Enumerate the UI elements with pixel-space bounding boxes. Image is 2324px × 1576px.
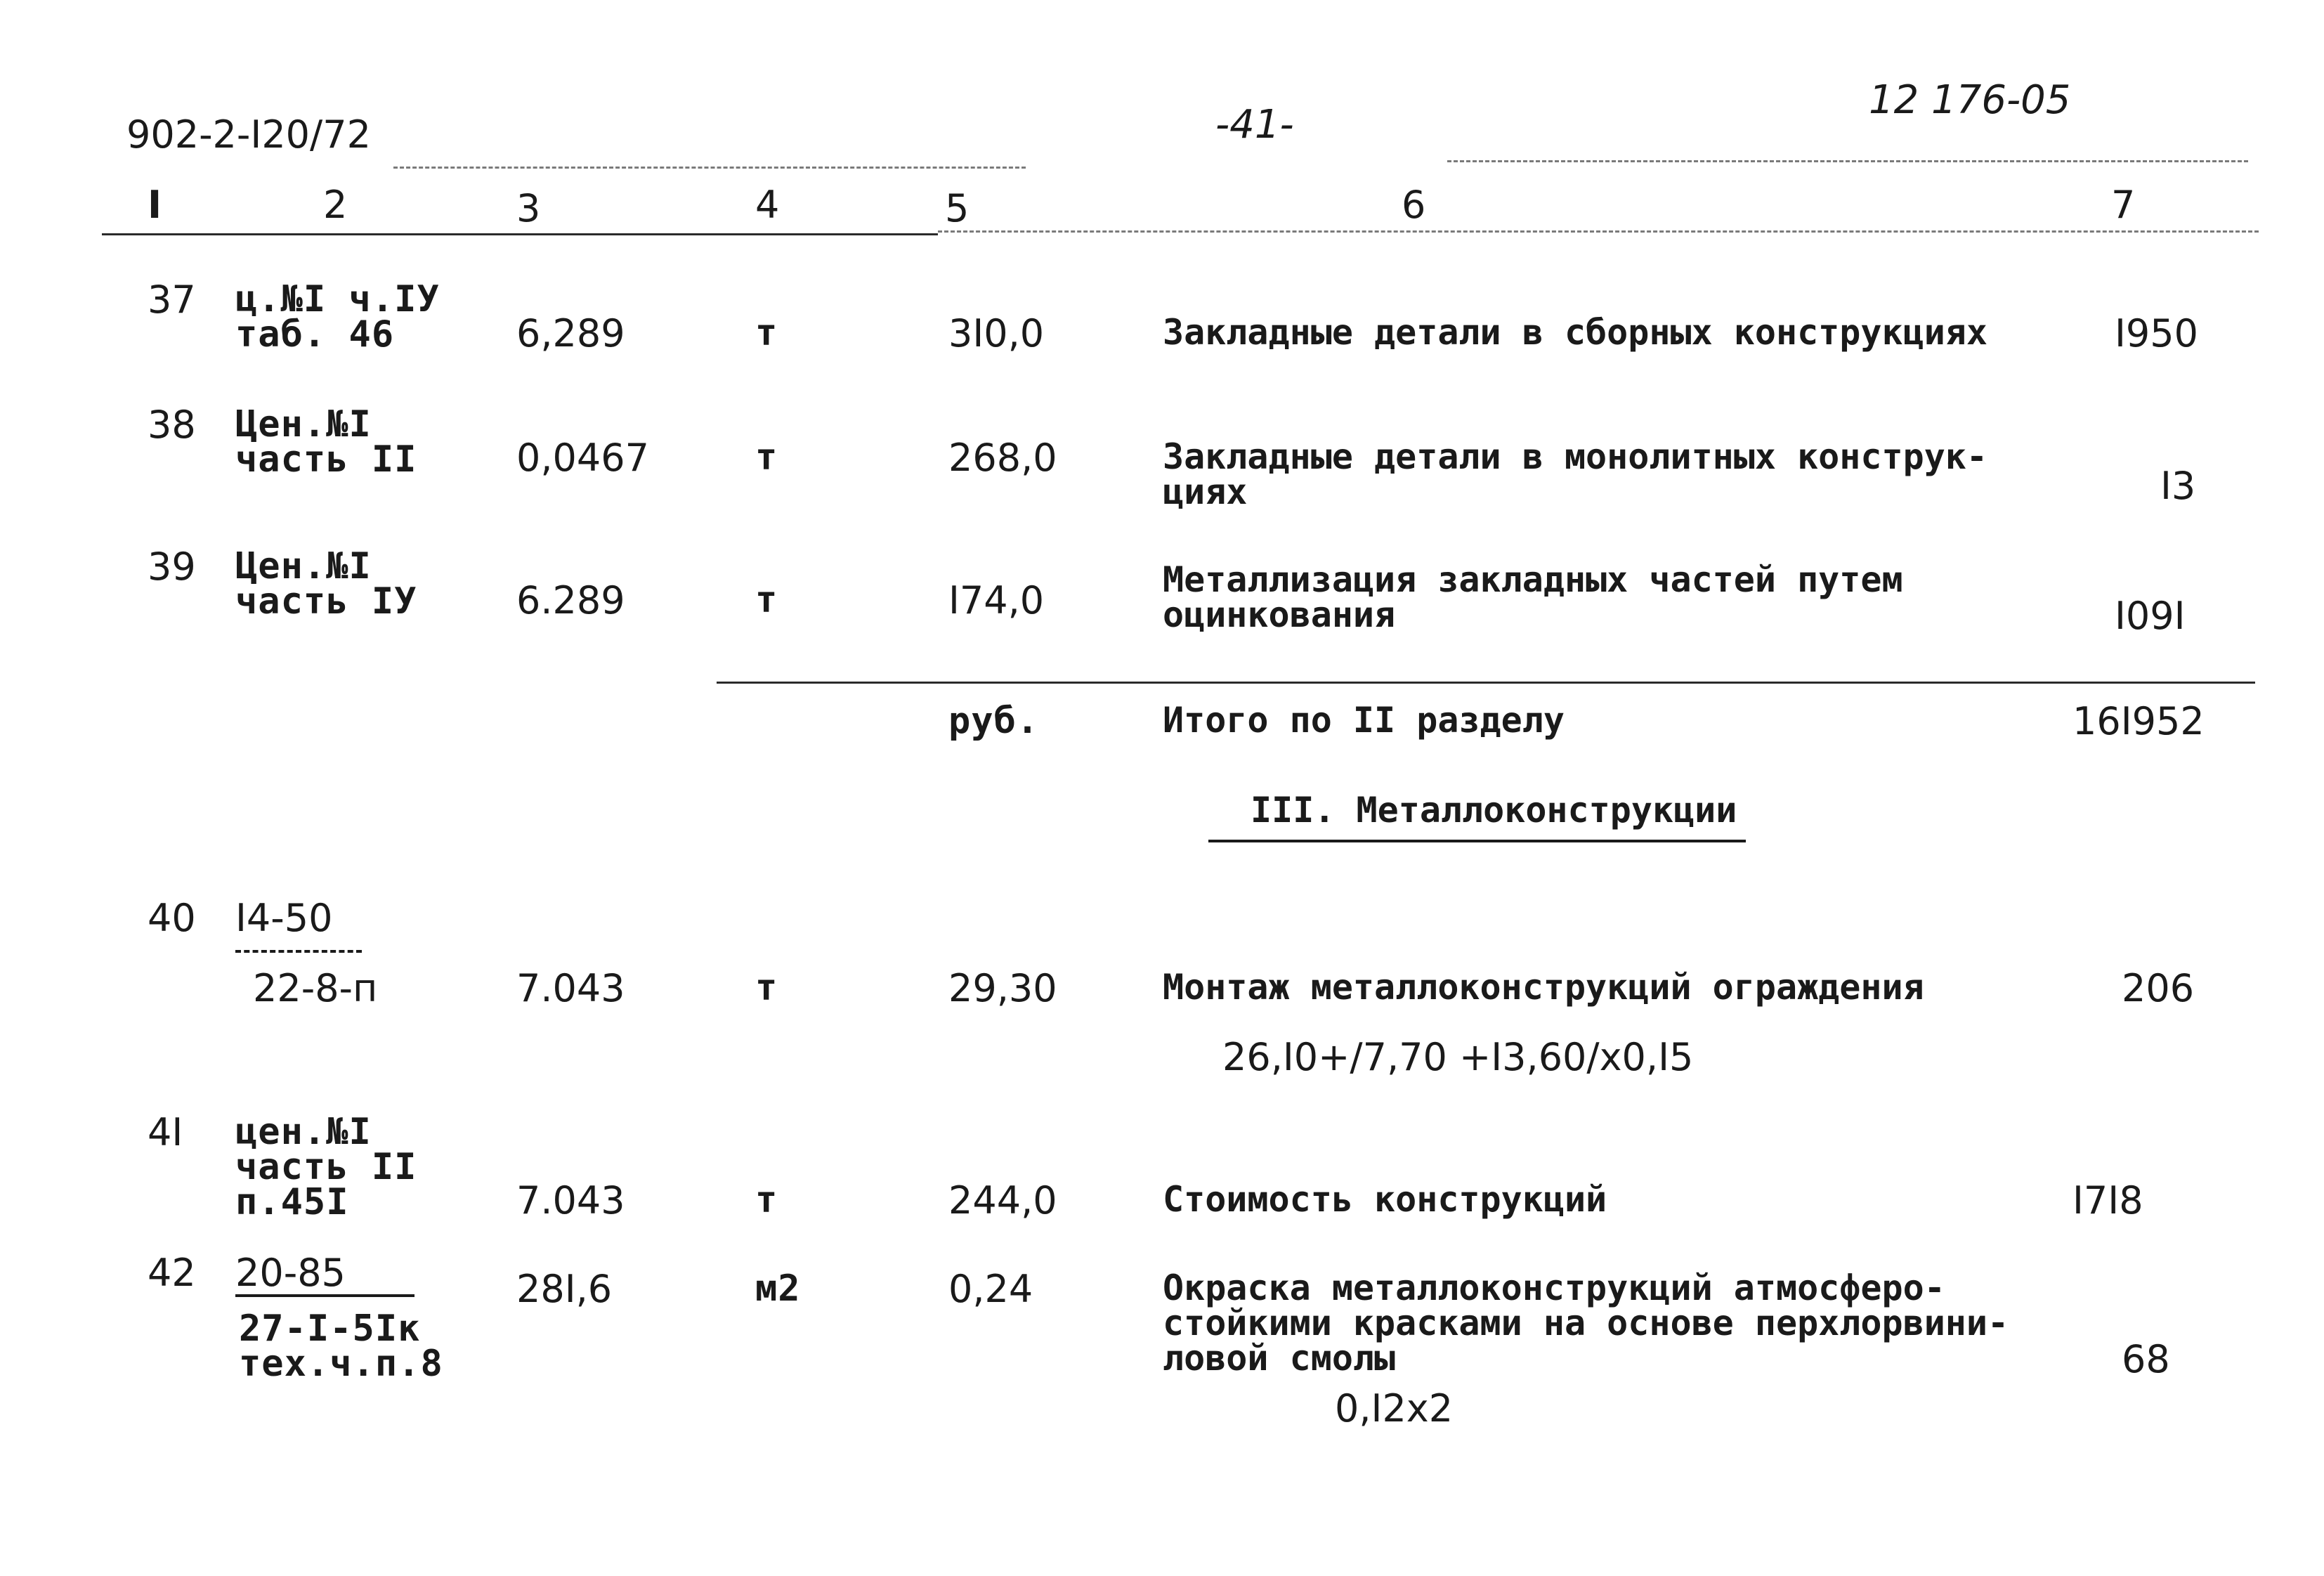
row-ref-line: 27-I-5Iк	[239, 1308, 421, 1350]
fraction-bar	[235, 1294, 414, 1297]
page-number: -41-	[1215, 102, 1294, 148]
row-ref-line: тех.ч.п.8	[239, 1343, 443, 1385]
row-ref-line: Цен.№I	[235, 545, 372, 587]
row-quantity: 0,0467	[516, 436, 649, 480]
row-unit-price: 244,0	[948, 1178, 1057, 1223]
row-ref-line: п.45I	[235, 1181, 349, 1223]
column-header-2: 2	[323, 183, 348, 227]
row-description: Окраска металлоконструкций атмосферо-	[1163, 1268, 1945, 1308]
column-header-6: 6	[1402, 183, 1426, 227]
row-quantity: 28I,6	[516, 1267, 613, 1311]
row-calculation: 26,I0+/7,70 +I3,60/x0,I5	[1222, 1035, 1694, 1079]
row-description: Закладные детали в сборных конструкциях	[1163, 312, 1987, 353]
row-number: 42	[148, 1251, 196, 1295]
row-total: I7I8	[2072, 1178, 2143, 1223]
row-unit-price: 268,0	[948, 436, 1057, 480]
row-unit: т	[755, 967, 778, 1009]
row-total: 206	[2122, 966, 2195, 1010]
fraction-bar	[235, 950, 362, 953]
header-dashed-rule-right	[1447, 160, 2248, 162]
subtotal-unit: руб.	[948, 700, 1040, 742]
row-ref-line: часть II	[235, 438, 417, 481]
row-total: I09I	[2115, 594, 2186, 638]
row-unit: т	[755, 1179, 778, 1221]
header-underline-left	[102, 233, 938, 235]
section-title-underline	[1208, 840, 1746, 842]
row-ref-numerator: 20-85	[235, 1251, 346, 1295]
row-number: 37	[148, 278, 196, 322]
row-unit: т	[755, 436, 778, 478]
row-ref-line: Цен.№I	[235, 403, 372, 445]
column-header-7: 7	[2111, 183, 2136, 227]
section-title: III. Металлоконструкции	[1251, 790, 1737, 831]
row-quantity: 7.043	[516, 1178, 625, 1223]
column-header-4: 4	[755, 183, 780, 227]
row-ref-line: часть IУ	[235, 580, 417, 623]
row-calculation: 0,I2x2	[1335, 1386, 1454, 1431]
row-unit-price: 29,30	[948, 966, 1057, 1010]
row-number: 4I	[148, 1110, 183, 1154]
row-description: Металлизация закладных частей путем	[1163, 559, 1903, 600]
row-unit: м2	[755, 1268, 801, 1310]
row-number: 40	[148, 896, 196, 940]
row-number: 38	[148, 403, 196, 447]
column-header-1: I	[148, 183, 162, 227]
row-total: I3	[2160, 464, 2196, 508]
row-quantity: 6,289	[516, 311, 625, 356]
row-ref-line: цен.№I	[235, 1111, 372, 1153]
row-quantity: 7.043	[516, 966, 625, 1010]
row-unit-price: 3I0,0	[948, 311, 1045, 356]
document-code: 902-2-I20/72	[126, 112, 371, 157]
archive-number: 12 176-05	[1869, 77, 2071, 123]
row-total: 68	[2122, 1337, 2170, 1381]
row-unit: т	[755, 312, 778, 354]
row-total: I950	[2115, 311, 2198, 356]
row-quantity: 6.289	[516, 578, 625, 623]
column-header-5: 5	[945, 186, 970, 230]
row-description: Закладные детали в монолитных конструк-	[1163, 436, 1987, 477]
header-dashed-rule-left	[393, 167, 1026, 169]
header-underline-right	[938, 230, 2259, 233]
row-description: Монтаж металлоконструкций ограждения	[1163, 967, 1924, 1008]
row-description: циях	[1163, 471, 1248, 512]
row-ref-numerator: I4-50	[235, 896, 333, 940]
row-ref-denominator: 22-8-п	[253, 966, 378, 1010]
row-description: ловой смолы	[1163, 1338, 1396, 1379]
row-ref-line: таб. 46	[235, 313, 395, 356]
row-unit: т	[755, 579, 778, 621]
row-number: 39	[148, 545, 196, 589]
row-description: Стоимость конструкций	[1163, 1179, 1607, 1220]
subtotal-value: 16I952	[2072, 699, 2205, 743]
row-unit-price: 0,24	[948, 1267, 1033, 1311]
column-header-3: 3	[516, 186, 541, 230]
row-unit-price: I74,0	[948, 578, 1045, 623]
row-description: оцинкования	[1163, 594, 1396, 635]
row-ref-line: ц.№I ч.IУ	[235, 278, 440, 320]
row-description: стойкими красками на основе перхлорвини-	[1163, 1303, 2009, 1343]
subtotal-rule	[717, 682, 2255, 684]
subtotal-label: Итого по II разделу	[1163, 700, 1565, 741]
row-ref-line: часть II	[235, 1146, 417, 1188]
